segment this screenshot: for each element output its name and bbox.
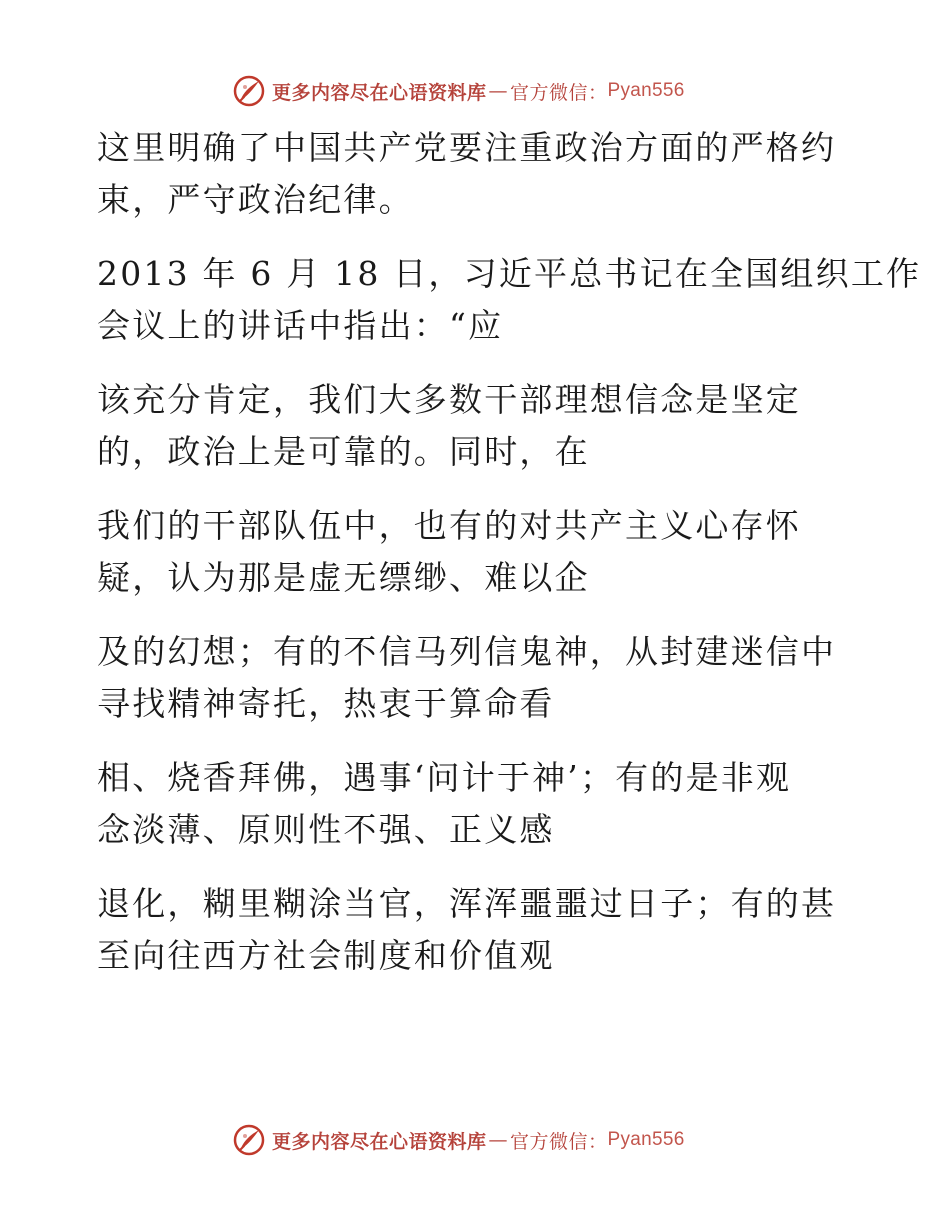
header-banner-dash: —: [488, 80, 509, 102]
paragraph: [97, 122, 857, 226]
paragraph-line: 退化，糊里糊涂当官，浑浑噩噩过日子；有的甚: [97, 884, 837, 923]
paragraph-line: 念淡薄、原则性不强、正义感: [97, 810, 555, 849]
paragraph-line: 2013 年 6 月 18 日，习近平总书记在全国组织工作: [97, 254, 922, 293]
header-banner[interactable]: [232, 73, 685, 109]
paragraph: [97, 374, 857, 478]
paragraph-line: 该充分肯定，我们大多数干部理想信念是坚定: [97, 380, 801, 419]
paragraph-line: 束，严守政治纪律。: [97, 180, 414, 219]
paragraph-line: 这里明确了中国共产党要注重政治方面的严格约: [97, 128, 837, 167]
footer-banner[interactable]: [232, 1122, 685, 1158]
header-banner-wechat-id: Pyan556: [607, 80, 685, 101]
header-banner-main: 更多内容尽在心语资料库: [272, 81, 487, 104]
header-banner-label: 官方微信：: [510, 81, 608, 104]
paragraph: [97, 626, 857, 730]
quill-pen-logo-icon: [232, 74, 266, 108]
paragraph: [97, 878, 857, 982]
paragraph-line: 我们的干部队伍中，也有的对共产主义心存怀: [97, 506, 801, 545]
footer-banner-dash: —: [488, 1129, 509, 1151]
paragraph: [97, 500, 857, 604]
paragraph-line: 疑，认为那是虚无缥缈、难以企: [97, 558, 590, 597]
paragraph-line: 寻找精神寄托，热衷于算命看: [97, 684, 555, 723]
footer-banner-text: [272, 1127, 685, 1154]
paragraph: [97, 248, 922, 352]
header-banner-text: [272, 78, 685, 105]
paragraph-line: 会议上的讲话中指出：“应: [97, 306, 504, 345]
paragraph: [97, 752, 857, 856]
paragraph-line: 及的幻想；有的不信马列信鬼神，从封建迷信中: [97, 632, 837, 671]
footer-banner-label: 官方微信：: [510, 1130, 608, 1153]
paragraph-line: 的，政治上是可靠的。同时，在: [97, 432, 590, 471]
footer-banner-main: 更多内容尽在心语资料库: [272, 1130, 487, 1153]
paragraph-line: 相、烧香拜佛，遇事‘问计于神’；有的是非观: [97, 758, 792, 797]
quill-pen-logo-icon: [232, 1123, 266, 1157]
document-body: [97, 122, 922, 1004]
paragraph-line: 至向往西方社会制度和价值观: [97, 936, 555, 975]
footer-banner-wechat-id: Pyan556: [607, 1129, 685, 1150]
